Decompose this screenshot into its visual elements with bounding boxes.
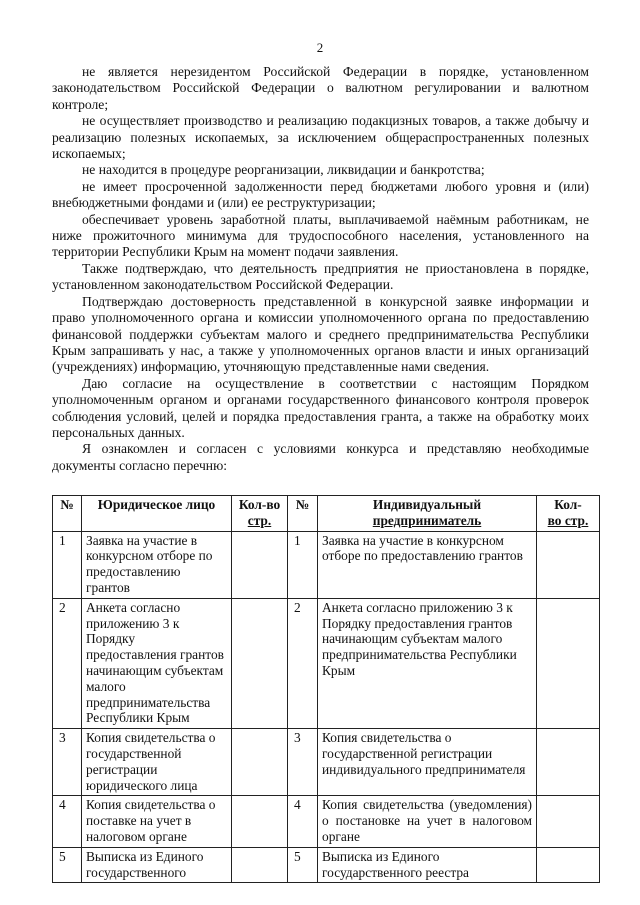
page-count-cell xyxy=(537,796,600,847)
header-legal-entity: Юридическое лицо xyxy=(82,496,232,532)
row-number: 1 xyxy=(288,531,318,598)
paragraph: не имеет просроченной задолженности перед бюджетами любого уровня и (или) внебюджетными фондами и (или) ее реструктуризации; xyxy=(52,178,589,211)
documents-table xyxy=(52,495,600,883)
header-page-count: Кол- во стр. xyxy=(537,496,600,532)
document-body xyxy=(52,64,589,474)
table-header-row xyxy=(53,496,600,532)
row-number: 4 xyxy=(288,796,318,847)
page-count-cell xyxy=(232,847,288,883)
paragraph: не находится в процедуре реорганизации, ликвидации и банкротства; xyxy=(82,162,485,178)
entrepreneur-document: Заявка на участие в конкурсном отборе по предоставлению грантов xyxy=(318,531,537,598)
table-row xyxy=(53,729,600,796)
page-count-cell xyxy=(537,531,600,598)
paragraph: Также подтверждаю, что деятельность предприятия не приостановлена в порядке, установленном законодательством Российской Федерации. xyxy=(52,260,589,293)
row-number: 4 xyxy=(53,796,82,847)
row-number: 2 xyxy=(53,598,82,728)
page-count-cell xyxy=(232,531,288,598)
legal-entity-document: Анкета согласно приложению 3 к Порядку предоставления грантов начинающим субъектам малого предпринимательства Республики Крым xyxy=(82,598,232,728)
paragraph: обеспечивает уровень заработной платы, выплачиваемой наёмным работникам, не ниже прожиточного минимума для трудоспособного населения, установленного на территории Республики Крым на момент подачи заявления. xyxy=(52,211,589,260)
header-number: № xyxy=(288,496,318,532)
legal-entity-document: Выписка из Единого государственного xyxy=(82,847,232,883)
page-count-cell xyxy=(537,729,600,796)
row-number: 3 xyxy=(53,729,82,796)
table-row xyxy=(53,847,600,883)
legal-entity-document: Заявка на участие в конкурсном отборе по предоставлению грантов xyxy=(82,531,232,598)
table-row xyxy=(53,796,600,847)
row-number: 5 xyxy=(53,847,82,883)
row-number: 1 xyxy=(53,531,82,598)
paragraph: не является нерезидентом Российской Федерации в порядке, установленном законодательством Российской Федерации о валютном регулировании и валютном контроле; xyxy=(52,64,589,112)
legal-entity-document: Копия свидетельства о поставке на учет в налоговом органе xyxy=(82,796,232,847)
page-number: 2 xyxy=(316,40,324,55)
entrepreneur-document: Копия свидетельства о государственной регистрации индивидуального предпринимателя xyxy=(318,729,537,796)
table-row xyxy=(53,531,600,598)
paragraph: Даю согласие на осуществление в соответствии с настоящим Порядком уполномоченным органом и органами государственного финансового контроля проверок соблюдения условий, целей и порядка предоставления гранта, а также на обработку моих персональных данных. xyxy=(52,375,589,440)
entrepreneur-document: Копия свидетельства (уведомления) о постановке на учет в налоговом органе xyxy=(318,796,537,847)
header-page-count: Кол-во стр. xyxy=(232,496,288,532)
row-number: 3 xyxy=(288,729,318,796)
paragraph: Я ознакомлен и согласен с условиями конкурса и представляю необходимые документы согласно перечню: xyxy=(52,441,589,473)
entrepreneur-document: Анкета согласно приложению 3 к Порядку предоставления грантов начинающим субъектам малого предпринимательства Республики Крым xyxy=(318,598,537,728)
entrepreneur-document: Выписка из Единого государственного реестра xyxy=(318,847,537,883)
page-count-cell xyxy=(232,796,288,847)
page-count-cell xyxy=(232,598,288,728)
row-number: 5 xyxy=(288,847,318,883)
page-count-cell xyxy=(537,598,600,728)
page-count-cell xyxy=(537,847,600,883)
page-count-cell xyxy=(232,729,288,796)
table-row xyxy=(53,598,600,728)
header-number: № xyxy=(53,496,82,532)
header-individual-entrepreneur: Индивидуальный предприниматель xyxy=(318,496,537,532)
row-number: 2 xyxy=(288,598,318,728)
paragraph: Подтверждаю достоверность представленной в конкурсной заявке информации и право уполномоченного органа и комиссии уполномоченного органа по предоставлению финансовой поддержки субъектам малого и среднего предпринимательства Республики Крым запрашивать у нас, а также у уполномоченных органов власти и иных организаций (учреждениях) информацию, уточняющую представленные нами сведения. xyxy=(52,293,589,375)
legal-entity-document: Копия свидетельства о государственной регистрации юридического лица xyxy=(82,729,232,796)
paragraph: не осуществляет производство и реализацию подакцизных товаров, а также добычу и реализацию полезных ископаемых, за исключением общераспространенных полезных ископаемых; xyxy=(52,113,589,162)
